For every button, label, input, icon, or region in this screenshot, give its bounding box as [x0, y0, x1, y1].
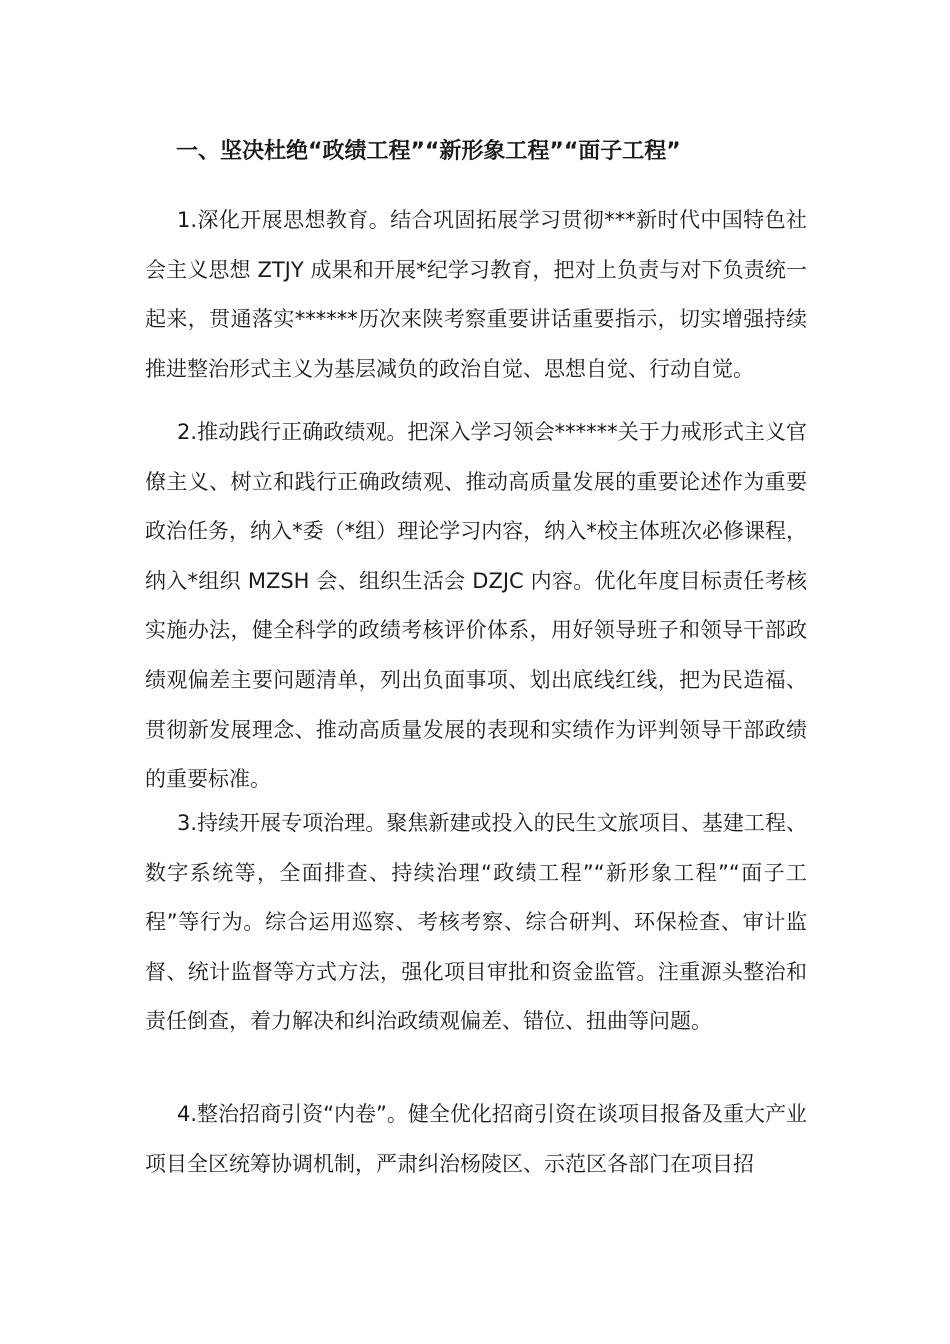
paragraph-3: 3.持续开展专项治理。聚焦新建或投入的民生文旅项目、基建工程、数字系统等，全面排查、持续治理“政绩工程”“新形象工程”“面子工程”等行为。综合运用巡察、考核考察、综合研判、环保检查、审计监督、统计监督等方式方法，强化项目审批和资金监管。注重源头整治和责任倒查，着力解决和纠治政绩观偏差、错位、扭曲等问题。 — [145, 811, 807, 1034]
paragraph-1: 1.深化开展思想教育。结合巩固拓展学习贯彻***新时代中国特色社会主义思想 ZTJY 成果和开展*纪学习教育，把对上负责与对下负责统一起来，贯通落实******历次来陕考察重要讲话重要指示，切实增强持续推进整治形式主义为基层减负的政治自觉、思想自觉、行动自觉。 — [145, 208, 807, 381]
section-heading: 一、坚决杜绝“政绩工程”“新形象工程”“面子工程” — [176, 139, 681, 164]
paragraph-2: 2.推动践行正确政绩观。把深入学习领会******关于力戒形式主义官僚主义、树立和践行正确政绩观、推动高质量发展的重要论述作为重要政治任务，纳入*委（*组）理论学习内容，纳入*校主体班次必修课程，纳入*组织 MZSH 会、组织生活会 DZJC 内容。优化年度目标责任考核实施办法，健全科学的政绩考核评价体系，用好领导班子和领导干部政绩观偏差主要问题清单，列出负面事项、划出底线红线，把为民造福、贯彻新发展理念、推动高质量发展的表现和实绩作为评判领导干部政绩的重要标准。 — [145, 420, 807, 792]
paragraph-4: 4.整治招商引资“内卷”。健全优化招商引资在谈项目报备及重大产业项目全区统筹协调机制，严肃纠治杨陵区、示范区各部门在项目招 — [145, 1102, 807, 1176]
